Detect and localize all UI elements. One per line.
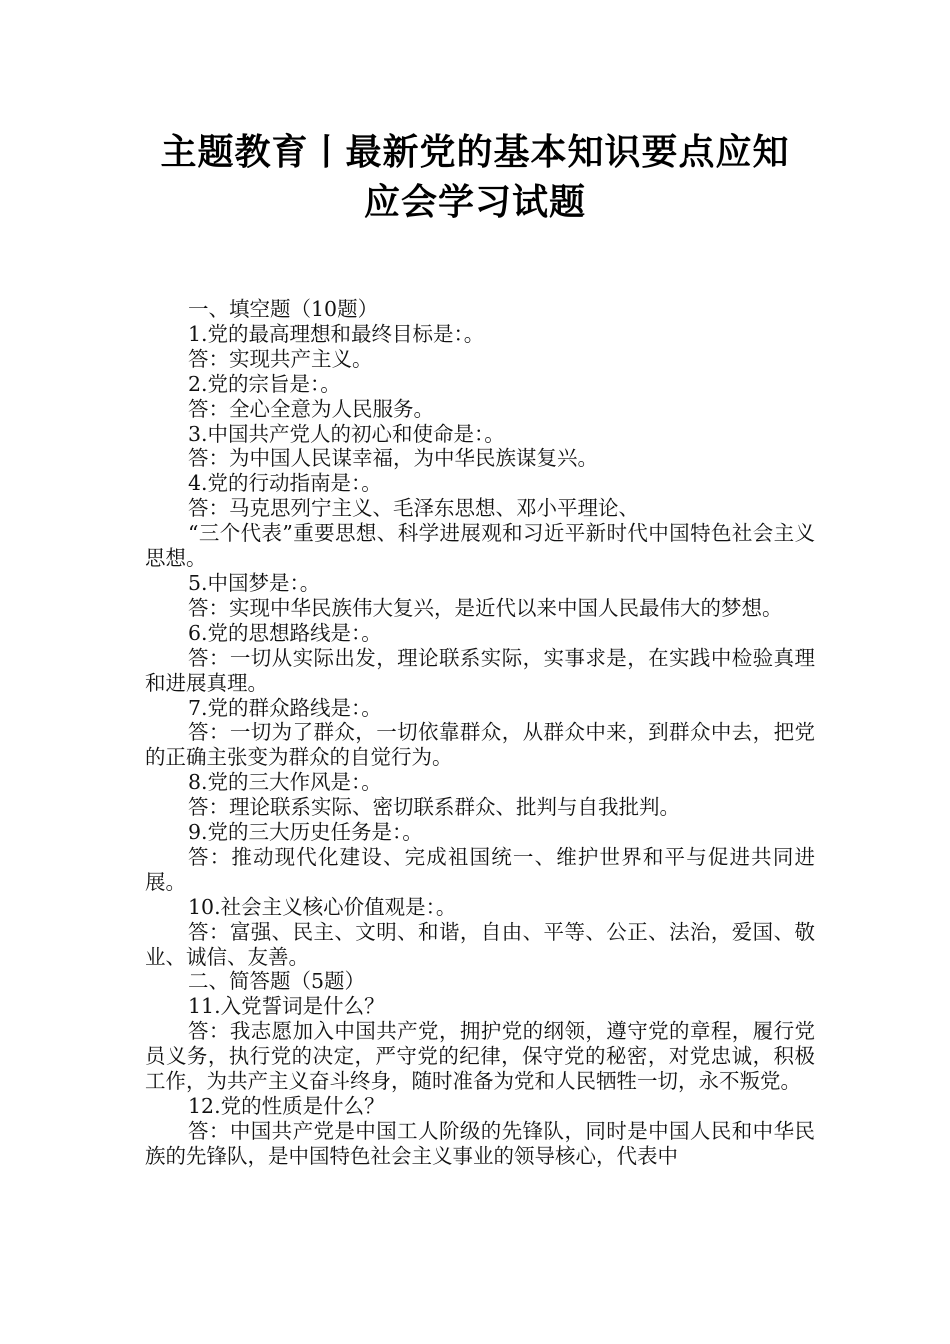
document-title-line-1: 主题教育丨最新党的基本知识要点应知 bbox=[160, 132, 790, 173]
answer-4-continued: “三个代表”重要思想、科学进展观和习近平新时代中国特色社会主义思想。 bbox=[145, 521, 815, 571]
section-heading-fill-blank: 一、填空题（10题） bbox=[188, 297, 379, 321]
question-5: 5.中国梦是：。 bbox=[188, 570, 321, 595]
question-12: 12.党的性质是什么？ bbox=[188, 1094, 385, 1118]
question-7: 7.党的群众路线是：。 bbox=[188, 695, 382, 720]
answer-11: 答：我志愿加入中国共产党，拥护党的纲领，遵守党的章程，履行党员义务，执行党的决定，严守党的纪律，保守党的秘密，对党忠诚，积极工作，为共产主义奋斗终身，随时准备为党和人民牺牲一切，永不叛党。 bbox=[145, 1019, 815, 1094]
answer-4: 答：马克思列宁主义、毛泽东思想、邓小平理论、 bbox=[188, 496, 639, 521]
question-8: 8.党的三大作风是：。 bbox=[188, 770, 382, 795]
question-2: 2.党的宗旨是：。 bbox=[188, 371, 341, 396]
document-title bbox=[120, 128, 830, 228]
question-10: 10.社会主义核心价值观是：。 bbox=[188, 894, 457, 919]
answer-7: 答：一切为了群众，一切依靠群众，从群众中来，到群众中去，把党的正确主张变为群众的自觉行为。 bbox=[145, 720, 815, 770]
question-9: 9.党的三大历史任务是：。 bbox=[188, 820, 423, 845]
answer-6: 答：一切从实际出发，理论联系实际，实事求是，在实践中检验真理和进展真理。 bbox=[145, 645, 815, 695]
answer-9: 答：推动现代化建设、完成祖国统一、维护世界和平与促进共同进展。 bbox=[145, 844, 815, 894]
question-4: 4.党的行动指南是：。 bbox=[188, 471, 382, 496]
section-heading-short-answer: 二、简答题（5题） bbox=[188, 969, 366, 994]
answer-2: 答：全心全意为人民服务。 bbox=[188, 396, 434, 421]
document-body bbox=[145, 297, 815, 1169]
answer-8: 答：理论联系实际、密切联系群众、批判与自我批判。 bbox=[188, 795, 680, 820]
question-1: 1.党的最高理想和最终目标是：。 bbox=[188, 321, 485, 346]
answer-3: 答：为中国人民谋幸福，为中华民族谋复兴。 bbox=[188, 446, 598, 471]
question-11: 11.入党誓词是什么？ bbox=[188, 994, 385, 1019]
question-3: 3.中国共产党人的初心和使命是：。 bbox=[188, 421, 505, 446]
answer-10: 答：富强、民主、文明、和谐，自由、平等、公正、法治，爱国、敬业、诚信、友善。 bbox=[145, 919, 815, 969]
question-6: 6.党的思想路线是：。 bbox=[188, 620, 382, 645]
answer-1: 答：实现共产主义。 bbox=[188, 346, 373, 371]
answer-5: 答：实现中华民族伟大复兴，是近代以来中国人民最伟大的梦想。 bbox=[188, 595, 783, 620]
answer-12: 答：中国共产党是中国工人阶级的先锋队，同时是中国人民和中华民族的先锋队，是中国特色社会主义事业的领导核心，代表中 bbox=[145, 1118, 815, 1168]
document-title-line-2: 应会学习试题 bbox=[363, 182, 586, 223]
